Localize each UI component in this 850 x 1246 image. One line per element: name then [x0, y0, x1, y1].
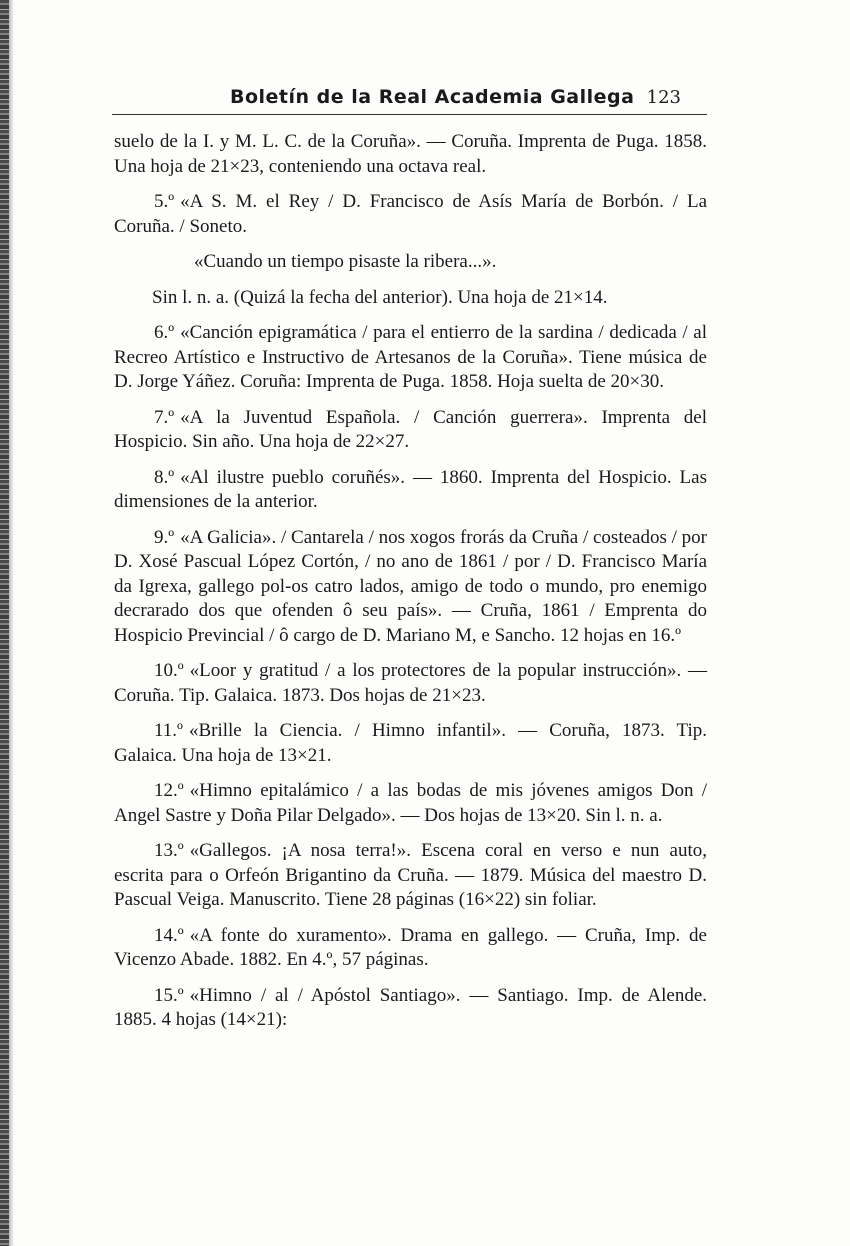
entry-number: 9.º — [154, 526, 175, 548]
entry-number: 13.º — [154, 840, 184, 861]
entry-number: 14.º — [154, 924, 184, 946]
entry-text: «Himno / al / Apóstol Santiago». — Santiago. Imp. de Alende. 1885. 4 hojas (14×21): — [114, 984, 707, 1030]
list-item-continuation — [114, 130, 707, 179]
entry-text: «Gallegos. ¡A nosa terra!». Escena coral en verso e nun auto, escrita para o Orfeón Brigantino da Cruña. — 1879. Música del maestro D. Pascual Veiga. Manuscrito. Tiene 28 páginas (16×22) sin foliar. — [114, 840, 707, 910]
entry-text: suelo de la I. y M. L. C. de la Coruña». — Coruña. Imprenta de Puga. 1858. Una hoja de 21×23, conteniendo una octava real. — [114, 131, 707, 177]
list-item-11 — [114, 719, 707, 768]
scan-edge-shadow — [0, 0, 9, 1246]
entry-number: 8.º — [154, 466, 175, 488]
entry-number: 6.º — [154, 322, 175, 343]
list-item-6 — [114, 321, 707, 395]
list-item-14 — [114, 924, 707, 973]
entry-number: 11.º — [154, 720, 183, 741]
list-item-12 — [114, 779, 707, 828]
list-item-15 — [114, 984, 707, 1033]
entry-text: «Himno epitalámico / a las bodas de mis jóvenes amigos Don / Angel Sastre y Doña Pilar Delgado». — Dos hojas de 13×20. Sin l. n. a. — [114, 780, 707, 826]
list-item-7 — [114, 406, 707, 455]
page-number: 123 — [646, 87, 681, 108]
entry-number: 12.º — [154, 780, 184, 801]
entry-number: 5.º — [154, 191, 175, 212]
entry-text: «Brille la Ciencia. / Himno infantil». — Coruña, 1873. Tip. Galaica. Una hoja de 13×21. — [114, 720, 707, 766]
entry-text: «A fonte do xuramento». Drama en gallego. — Cruña, Imp. de Vicenzo Abade. 1882. En 4.º, 57 páginas. — [114, 924, 707, 970]
entry-text: Sin l. n. a. (Quizá la fecha del anterior). Una hoja de 21×14. — [152, 286, 608, 308]
list-item-10 — [114, 659, 707, 708]
bibliography-list — [114, 130, 707, 1044]
entry-text: «A la Juventud Española. / Canción guerrera». Imprenta del Hospicio. Sin año. Una hoja de 22×27. — [114, 406, 707, 452]
entry-text: «Loor y gratitud / a los protectores de la popular instrucción». — Coruña. Tip. Galaica. 1873. Dos hojas de 21×23. — [114, 660, 707, 706]
list-item-5-quote — [114, 250, 707, 275]
list-item-8 — [114, 466, 707, 515]
entry-number: 7.º — [154, 406, 175, 428]
list-item-5-note — [114, 286, 707, 311]
entry-number: 10.º — [154, 660, 184, 681]
entry-text: «A S. M. el Rey / D. Francisco de Asís María de Borbón. / La Coruña. / Soneto. — [114, 191, 707, 237]
list-item-9 — [114, 526, 707, 649]
entry-text: «Canción epigramática / para el entierro de la sardina / dedicada / al Recreo Artístico e Instructivo de Artesanos de la Coruña». Tiene música de D. Jorge Yáñez. Coruña: Imprenta de Puga. 1858. Hoja suelta de 20×30. — [114, 322, 707, 392]
entry-text: «A Galicia». / Cantarela / nos xogos frorás da Cruña / costeados / por D. Xosé Pascual López Cortón, / no ano de 1861 / por / D. Francisco María da Igrexa, gallego pol-os catro lados, amigo de todo o mundo, pro enemigo decrarado dos que ofenden ô seu país». — Cruña, 1861 / Emprenta do Hospicio Previncial / ô cargo de D. Mariano M, e Sancho. 12 hojas en 16.º — [114, 526, 707, 646]
running-header — [112, 84, 707, 115]
list-item-5 — [114, 190, 707, 239]
entry-number: 15.º — [154, 984, 184, 1006]
entry-text: «Al ilustre pueblo coruñés». — 1860. Imprenta del Hospicio. Las dimensiones de la anterior. — [114, 466, 707, 512]
scan-edge-fade — [9, 0, 14, 1246]
entry-text: «Cuando un tiempo pisaste la ribera...». — [194, 251, 497, 272]
header-title: Boletín de la Real Academia Gallega — [230, 86, 635, 108]
list-item-13 — [114, 839, 707, 913]
